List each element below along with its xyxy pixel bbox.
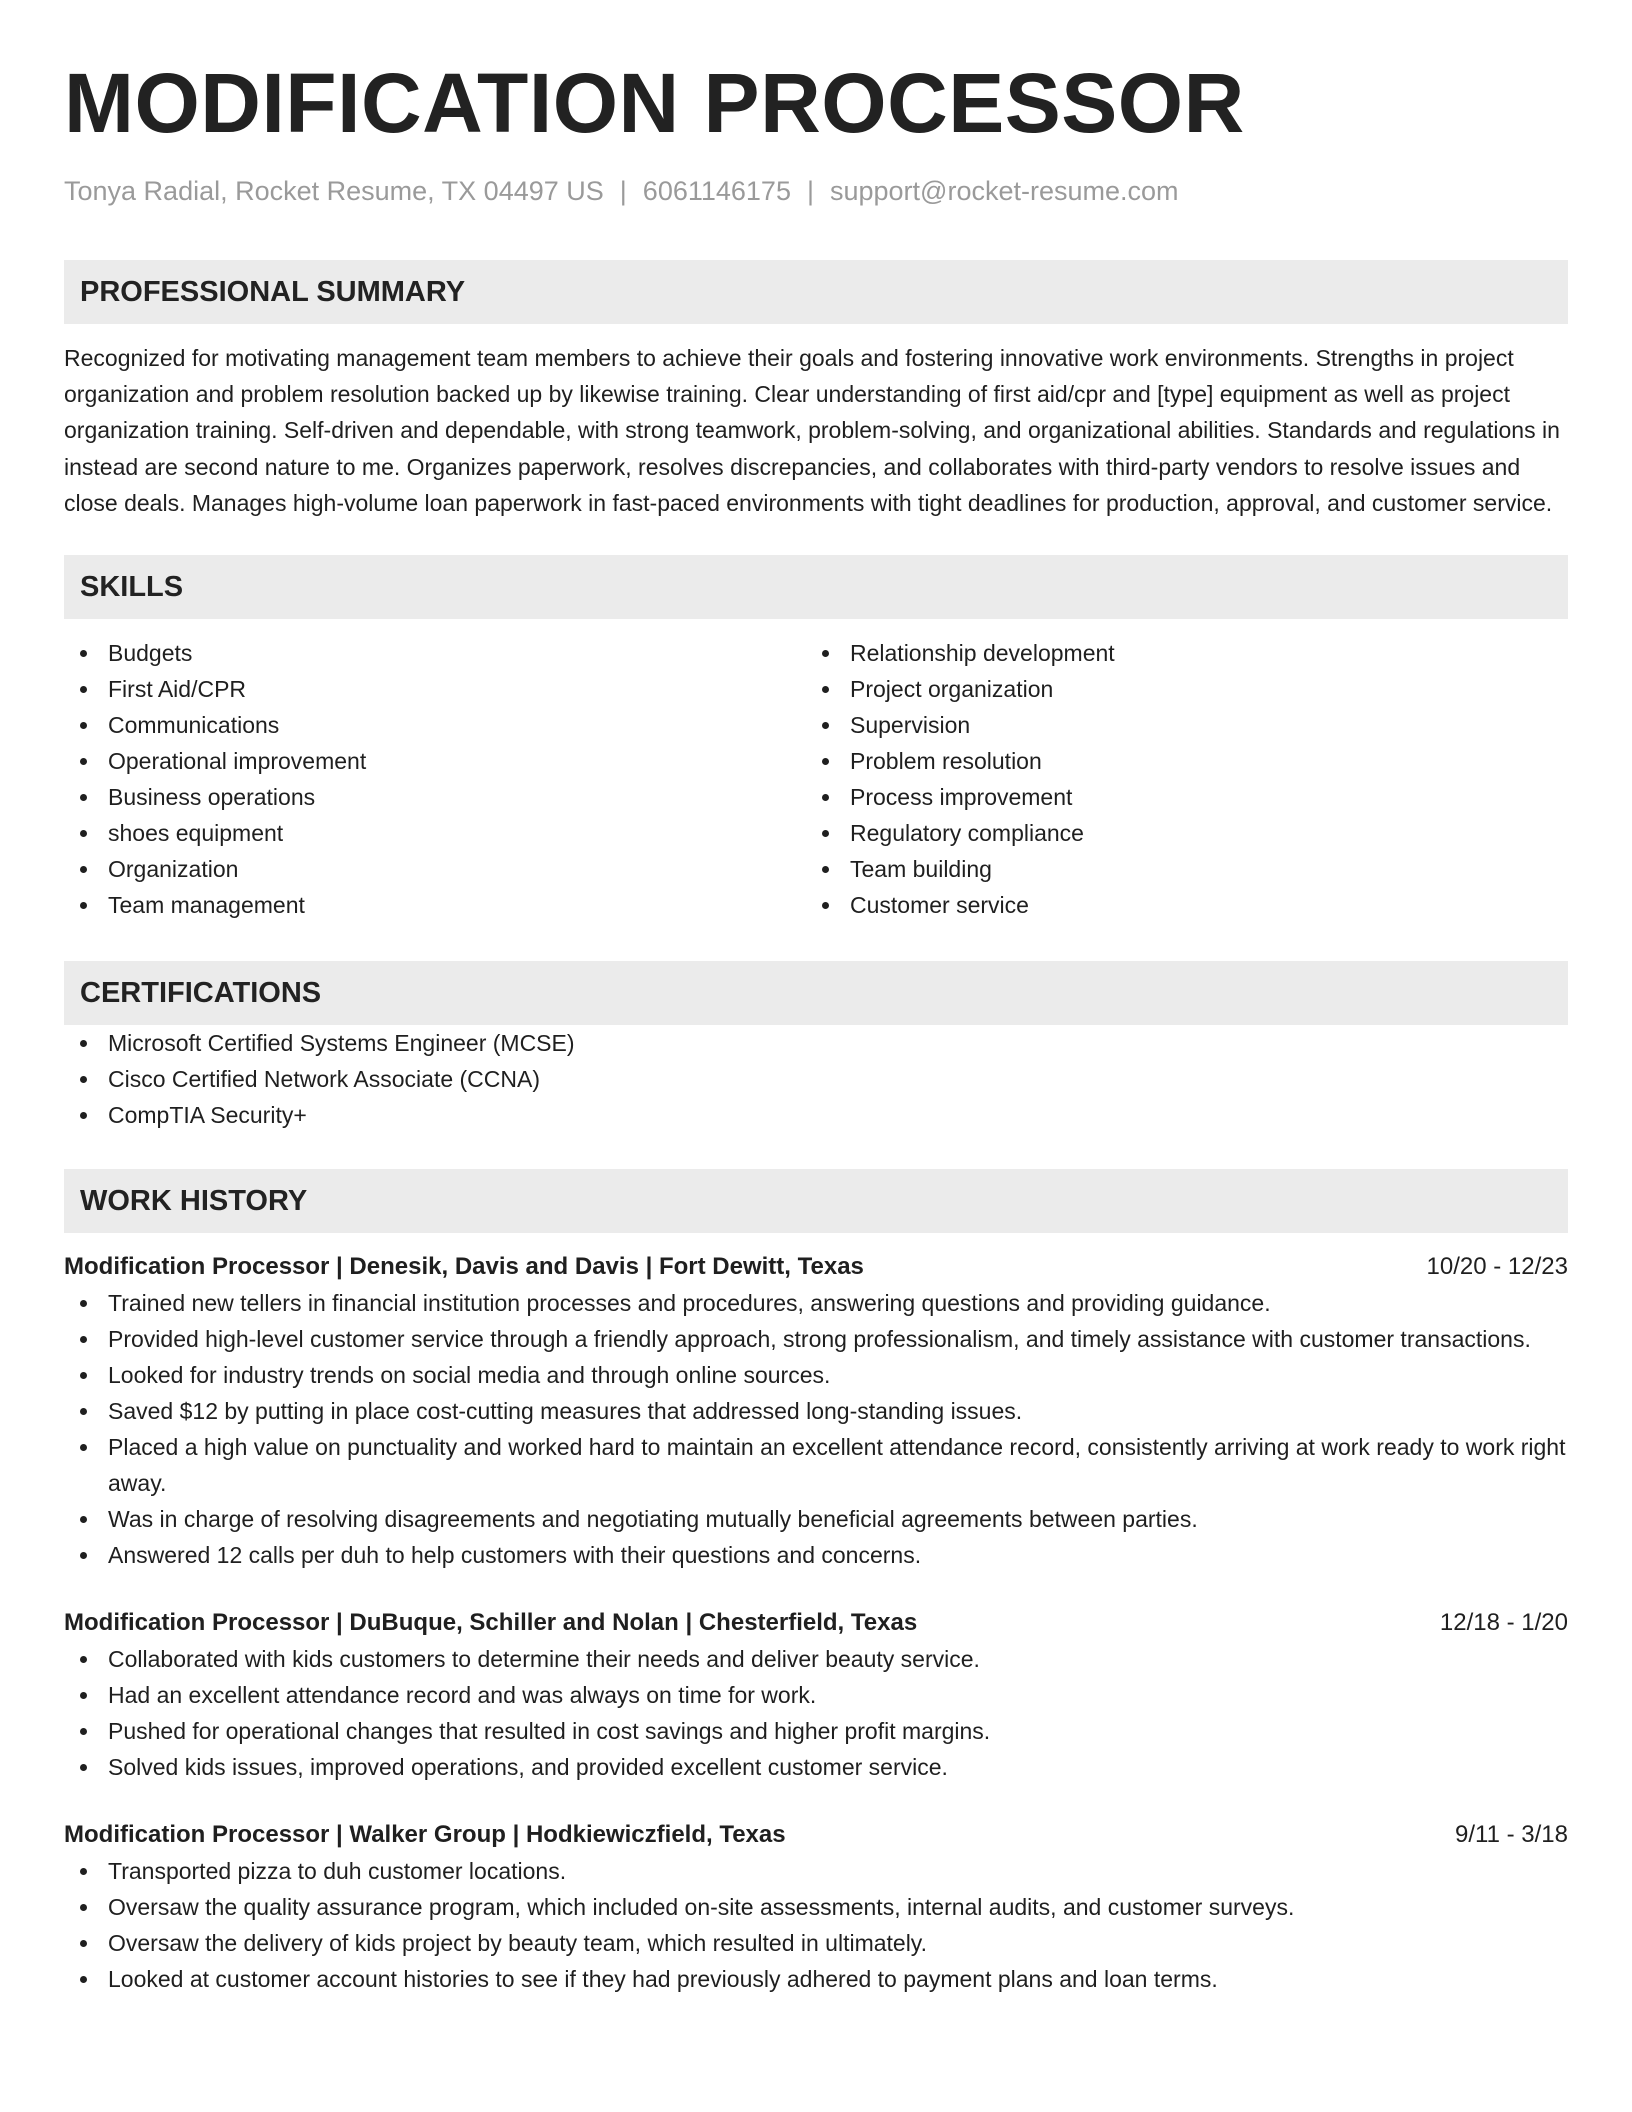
job-header (64, 1817, 1568, 1853)
skill-item: Supervision (806, 707, 1548, 743)
job-bullet: Was in charge of resolving disagreements and negotiating mutually beneficial agreements between parties. (64, 1501, 1568, 1537)
contact-address: Tonya Radial, Rocket Resume, TX 04497 US (64, 176, 604, 206)
job-title: Modification Processor | Denesik, Davis and Davis | Fort Dewitt, Texas (64, 1253, 864, 1281)
skill-item: Customer service (806, 887, 1548, 923)
skills-list-left (64, 635, 806, 923)
job-entry (64, 1605, 1568, 1785)
contact-phone: 6061146175 (642, 176, 791, 206)
job-bullet: Saved $12 by putting in place cost-cutting measures that addressed long-standing issues. (64, 1393, 1568, 1429)
job-bullet: Looked at customer account histories to see if they had previously adhered to payment plans and loan terms. (64, 1961, 1568, 1997)
skill-item: First Aid/CPR (64, 671, 806, 707)
job-dates: 10/20 - 12/23 (1426, 1253, 1568, 1281)
job-title: Modification Processor | DuBuque, Schiller and Nolan | Chesterfield, Texas (64, 1609, 918, 1637)
contact-separator: | (806, 176, 814, 206)
job-bullet: Pushed for operational changes that resulted in cost savings and higher profit margins. (64, 1713, 1568, 1749)
resume-page (64, 0, 1568, 1997)
job-bullet-list (64, 1285, 1568, 1573)
job-bullet-list (64, 1853, 1568, 1997)
job-dates: 9/11 - 3/18 (1455, 1821, 1568, 1849)
job-entry (64, 1817, 1568, 1997)
skill-item: Team management (64, 887, 806, 923)
skill-item: Regulatory compliance (806, 815, 1548, 851)
contact-separator: | (619, 176, 627, 206)
job-bullet: Oversaw the quality assurance program, which included on-site assessments, internal audits, and customer surveys. (64, 1889, 1568, 1925)
job-bullet: Provided high-level customer service through a friendly approach, strong professionalism, and timely assistance with customer transactions. (64, 1321, 1568, 1357)
job-bullet: Answered 12 calls per duh to help customers with their questions and concerns. (64, 1537, 1568, 1573)
skill-item: shoes equipment (64, 815, 806, 851)
job-bullet: Collaborated with kids customers to determine their needs and deliver beauty service. (64, 1641, 1568, 1677)
job-bullet: Transported pizza to duh customer locations. (64, 1853, 1568, 1889)
summary-text: Recognized for motivating management team members to achieve their goals and fostering innovative work environments. Strengths in project organization and problem resolution backed up by likewise training. Clear understanding of first aid/cpr and [type] equipment as well as project organization training. Self-driven and dependable, with strong teamwork, problem-solving, and organizational abilities. Standards and regulations in instead are second nature to me. Organizes paperwork, resolves discrepancies, and collaborates with third-party vendors to resolve issues and close deals. Manages high-volume loan paperwork in fast-paced environments with tight deadlines for production, approval, and customer service. (64, 345, 1560, 516)
job-title: Modification Processor | Walker Group | Hodkiewiczfield, Texas (64, 1821, 786, 1849)
certification-item: Microsoft Certified Systems Engineer (MCSE) (64, 1025, 1568, 1061)
skill-item: Organization (64, 851, 806, 887)
skill-item: Budgets (64, 635, 806, 671)
skill-item: Problem resolution (806, 743, 1548, 779)
skill-item: Process improvement (806, 779, 1548, 815)
skill-item: Project organization (806, 671, 1548, 707)
certifications-list (64, 1025, 1568, 1133)
job-bullet: Trained new tellers in financial institution processes and procedures, answering questions and providing guidance. (64, 1285, 1568, 1321)
skills-list-right (806, 635, 1548, 923)
skill-item: Operational improvement (64, 743, 806, 779)
job-bullet: Placed a high value on punctuality and worked hard to maintain an excellent attendance record, consistently arriving at work ready to work right away. (64, 1429, 1568, 1501)
section-heading-skills: SKILLS (64, 555, 1568, 619)
job-dates: 12/18 - 1/20 (1439, 1609, 1568, 1637)
skill-item: Relationship development (806, 635, 1548, 671)
skill-item: Team building (806, 851, 1548, 887)
skill-item: Communications (64, 707, 806, 743)
skills-columns (64, 635, 1568, 923)
job-bullet: Looked for industry trends on social media and through online sources. (64, 1357, 1568, 1393)
contact-line (64, 174, 1568, 208)
job-bullet: Oversaw the delivery of kids project by beauty team, which resulted in ultimately. (64, 1925, 1568, 1961)
certification-item: CompTIA Security+ (64, 1097, 1568, 1133)
job-bullet: Solved kids issues, improved operations, and provided excellent customer service. (64, 1749, 1568, 1785)
certification-item: Cisco Certified Network Associate (CCNA) (64, 1061, 1568, 1097)
section-heading-work-history: WORK HISTORY (64, 1169, 1568, 1233)
contact-email: support@rocket-resume.com (829, 176, 1179, 206)
skill-item: Business operations (64, 779, 806, 815)
job-header (64, 1605, 1568, 1641)
job-bullet: Had an excellent attendance record and was always on time for work. (64, 1677, 1568, 1713)
job-entry (64, 1249, 1568, 1573)
job-header (64, 1249, 1568, 1285)
resume-name: MODIFICATION PROCESSOR (64, 56, 1245, 150)
section-heading-summary: PROFESSIONAL SUMMARY (64, 260, 1568, 324)
section-heading-certifications: CERTIFICATIONS (64, 961, 1568, 1025)
job-bullet-list (64, 1641, 1568, 1785)
